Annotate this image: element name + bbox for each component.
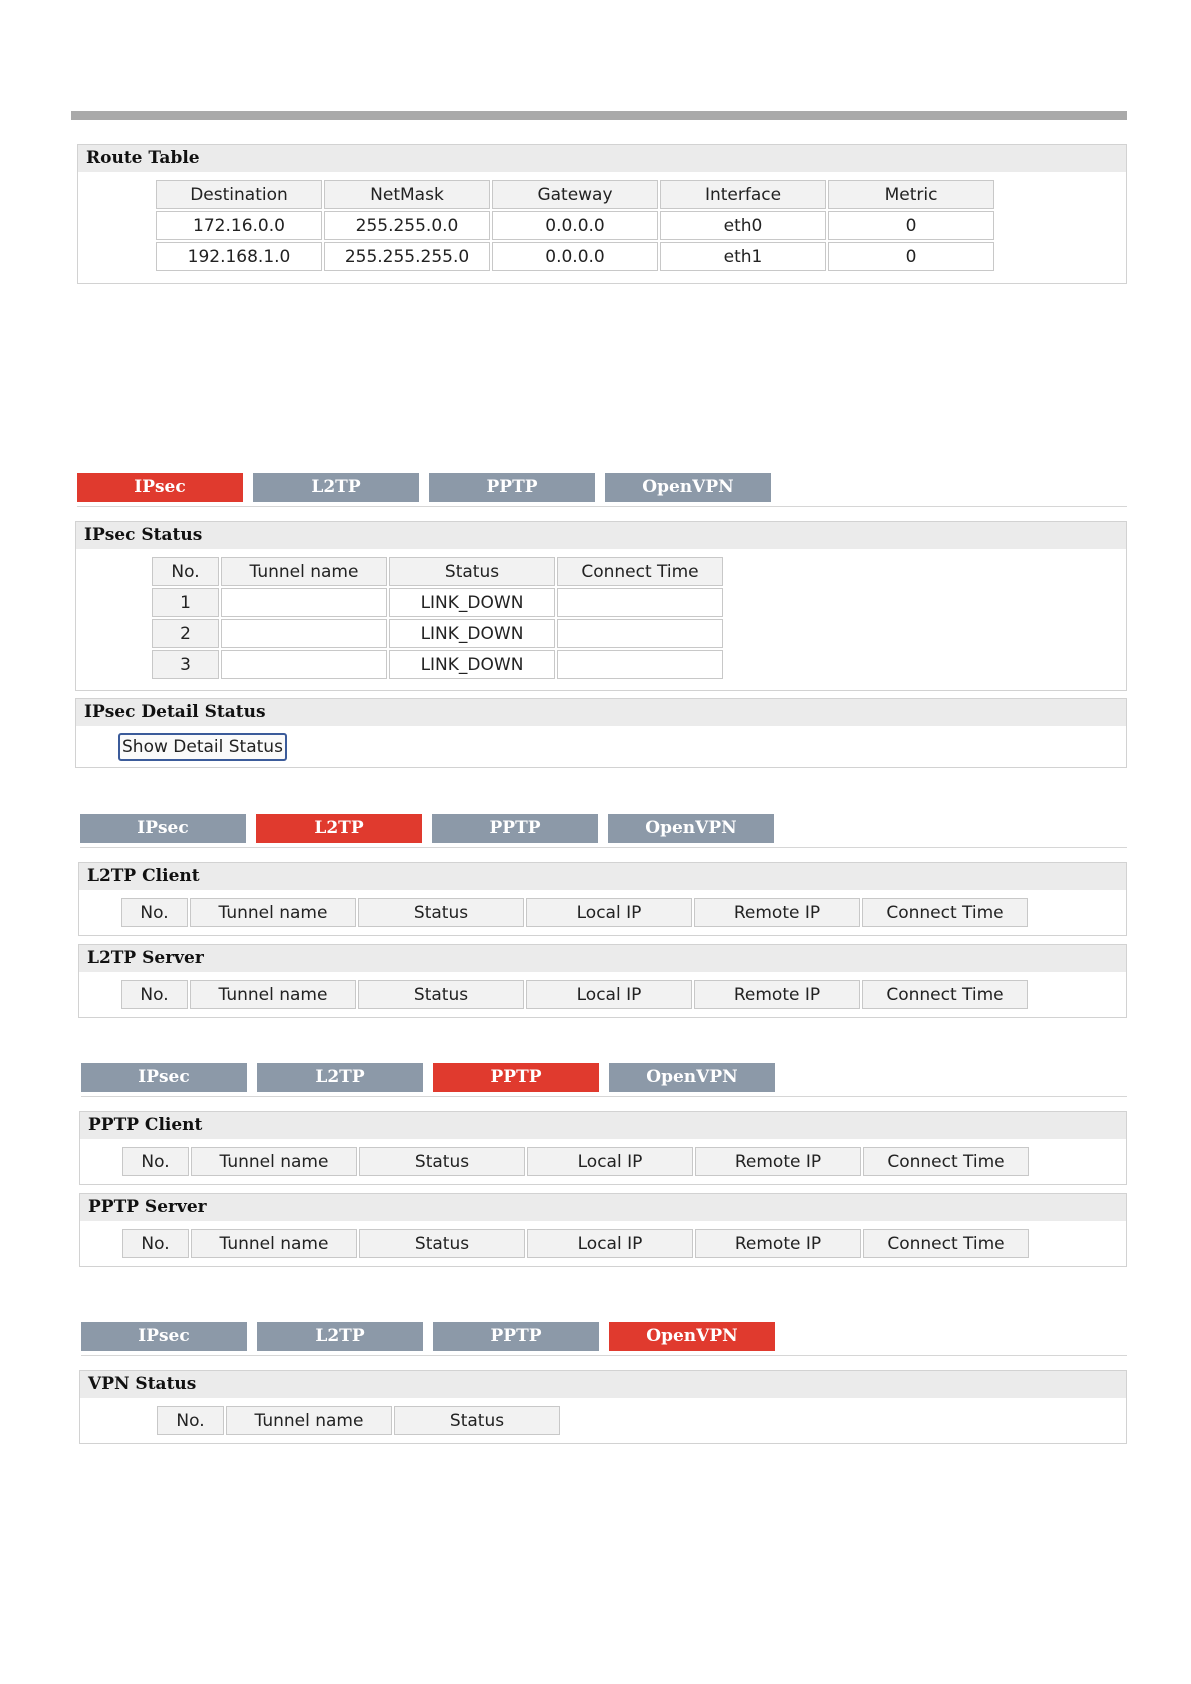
pptp-server-header-no: No. [122, 1229, 189, 1258]
ipsec-status-title: IPsec Status [76, 522, 1126, 549]
l2tp-client-table [119, 896, 1030, 929]
pptp-server-header-connect-time: Connect Time [863, 1229, 1029, 1258]
ipsec-row-tunnel-name [221, 619, 387, 648]
l2tp-client-header-remote-ip: Remote IP [694, 898, 860, 927]
table-row [156, 211, 994, 240]
route-cell: 0.0.0.0 [492, 242, 658, 271]
route-cell: eth0 [660, 211, 826, 240]
ipsec-header-tunnel-name: Tunnel name [221, 557, 387, 586]
ipsec-status-table [150, 555, 725, 681]
tab-openvpn[interactable]: OpenVPN [609, 1322, 775, 1351]
tab-ipsec[interactable]: IPsec [80, 814, 246, 843]
l2tp-server-header-local-ip: Local IP [526, 980, 692, 1009]
route-table-panel [77, 144, 1127, 284]
ipsec-row-no: 3 [152, 650, 219, 679]
ipsec-row-status: LINK_DOWN [389, 619, 555, 648]
tab-l2tp[interactable]: L2TP [256, 814, 422, 843]
tab-pptp[interactable]: PPTP [433, 1322, 599, 1351]
vpn-tabs-l2tp-view [80, 814, 774, 843]
ipsec-row-connect-time [557, 650, 723, 679]
pptp-client-header-local-ip: Local IP [527, 1147, 693, 1176]
ipsec-row-tunnel-name [221, 650, 387, 679]
tab-openvpn[interactable]: OpenVPN [609, 1063, 775, 1092]
ipsec-row-tunnel-name [221, 588, 387, 617]
l2tp-server-header-tunnel-name: Tunnel name [190, 980, 356, 1009]
l2tp-server-header-status: Status [358, 980, 524, 1009]
table-row [152, 588, 723, 617]
route-header-interface: Interface [660, 180, 826, 209]
tab-l2tp[interactable]: L2TP [257, 1322, 423, 1351]
tab-pptp[interactable]: PPTP [433, 1063, 599, 1092]
l2tp-client-header-status: Status [358, 898, 524, 927]
ipsec-header-no: No. [152, 557, 219, 586]
pptp-client-header-connect-time: Connect Time [863, 1147, 1029, 1176]
tab-ipsec[interactable]: IPsec [77, 473, 243, 502]
tab-pptp[interactable]: PPTP [429, 473, 595, 502]
vpn-tabs-ipsec-view [77, 473, 771, 502]
tabs-underline [80, 847, 1127, 848]
tab-pptp[interactable]: PPTP [432, 814, 598, 843]
route-header-metric: Metric [828, 180, 994, 209]
ipsec-detail-title: IPsec Detail Status [76, 699, 1126, 726]
ipsec-detail-panel [75, 698, 1127, 768]
vpn-tabs-openvpn-view [81, 1322, 775, 1351]
pptp-client-title: PPTP Client [80, 1112, 1126, 1139]
ipsec-row-no: 2 [152, 619, 219, 648]
table-row [156, 242, 994, 271]
tabs-underline [81, 1096, 1127, 1097]
route-header-destination: Destination [156, 180, 322, 209]
vpn-header-tunnel-name: Tunnel name [226, 1406, 392, 1435]
l2tp-server-panel [78, 944, 1127, 1018]
route-table-title: Route Table [78, 145, 1126, 172]
l2tp-client-header-no: No. [121, 898, 188, 927]
l2tp-client-header-local-ip: Local IP [526, 898, 692, 927]
pptp-client-header-remote-ip: Remote IP [695, 1147, 861, 1176]
top-divider-bar [71, 111, 1127, 120]
tabs-underline [81, 1355, 1127, 1356]
pptp-server-panel [79, 1193, 1127, 1267]
route-cell: 0 [828, 211, 994, 240]
l2tp-server-header-remote-ip: Remote IP [694, 980, 860, 1009]
show-detail-status-button[interactable]: Show Detail Status [118, 733, 287, 761]
tab-openvpn[interactable]: OpenVPN [605, 473, 771, 502]
pptp-server-header-status: Status [359, 1229, 525, 1258]
route-cell: 0 [828, 242, 994, 271]
l2tp-server-table [119, 978, 1030, 1011]
ipsec-header-connect-time: Connect Time [557, 557, 723, 586]
route-cell: 255.255.0.0 [324, 211, 490, 240]
ipsec-row-status: LINK_DOWN [389, 588, 555, 617]
ipsec-status-panel [75, 521, 1127, 691]
pptp-client-header-no: No. [122, 1147, 189, 1176]
l2tp-server-header-no: No. [121, 980, 188, 1009]
route-table [154, 178, 996, 273]
pptp-server-table [120, 1227, 1031, 1260]
ipsec-row-status: LINK_DOWN [389, 650, 555, 679]
l2tp-server-header-connect-time: Connect Time [862, 980, 1028, 1009]
vpn-status-table [155, 1404, 562, 1437]
vpn-header-no: No. [157, 1406, 224, 1435]
route-cell: 255.255.255.0 [324, 242, 490, 271]
tab-ipsec[interactable]: IPsec [81, 1063, 247, 1092]
tab-l2tp[interactable]: L2TP [253, 473, 419, 502]
ipsec-header-status: Status [389, 557, 555, 586]
l2tp-client-title: L2TP Client [79, 863, 1126, 890]
pptp-server-header-local-ip: Local IP [527, 1229, 693, 1258]
vpn-tabs-pptp-view [81, 1063, 775, 1092]
vpn-header-status: Status [394, 1406, 560, 1435]
route-header-gateway: Gateway [492, 180, 658, 209]
route-cell: eth1 [660, 242, 826, 271]
l2tp-server-title: L2TP Server [79, 945, 1126, 972]
pptp-server-header-remote-ip: Remote IP [695, 1229, 861, 1258]
l2tp-client-header-tunnel-name: Tunnel name [190, 898, 356, 927]
table-row [152, 619, 723, 648]
route-header-netmask: NetMask [324, 180, 490, 209]
pptp-client-header-status: Status [359, 1147, 525, 1176]
tab-openvpn[interactable]: OpenVPN [608, 814, 774, 843]
ipsec-row-connect-time [557, 619, 723, 648]
route-cell: 0.0.0.0 [492, 211, 658, 240]
ipsec-row-connect-time [557, 588, 723, 617]
pptp-client-panel [79, 1111, 1127, 1185]
tab-l2tp[interactable]: L2TP [257, 1063, 423, 1092]
vpn-status-title: VPN Status [80, 1371, 1126, 1398]
pptp-client-table [120, 1145, 1031, 1178]
ipsec-row-no: 1 [152, 588, 219, 617]
route-cell: 192.168.1.0 [156, 242, 322, 271]
table-row [152, 650, 723, 679]
pptp-server-header-tunnel-name: Tunnel name [191, 1229, 357, 1258]
l2tp-client-header-connect-time: Connect Time [862, 898, 1028, 927]
tabs-underline [77, 506, 1127, 507]
vpn-status-panel [79, 1370, 1127, 1444]
pptp-client-header-tunnel-name: Tunnel name [191, 1147, 357, 1176]
tab-ipsec[interactable]: IPsec [81, 1322, 247, 1351]
l2tp-client-panel [78, 862, 1127, 936]
route-cell: 172.16.0.0 [156, 211, 322, 240]
pptp-server-title: PPTP Server [80, 1194, 1126, 1221]
